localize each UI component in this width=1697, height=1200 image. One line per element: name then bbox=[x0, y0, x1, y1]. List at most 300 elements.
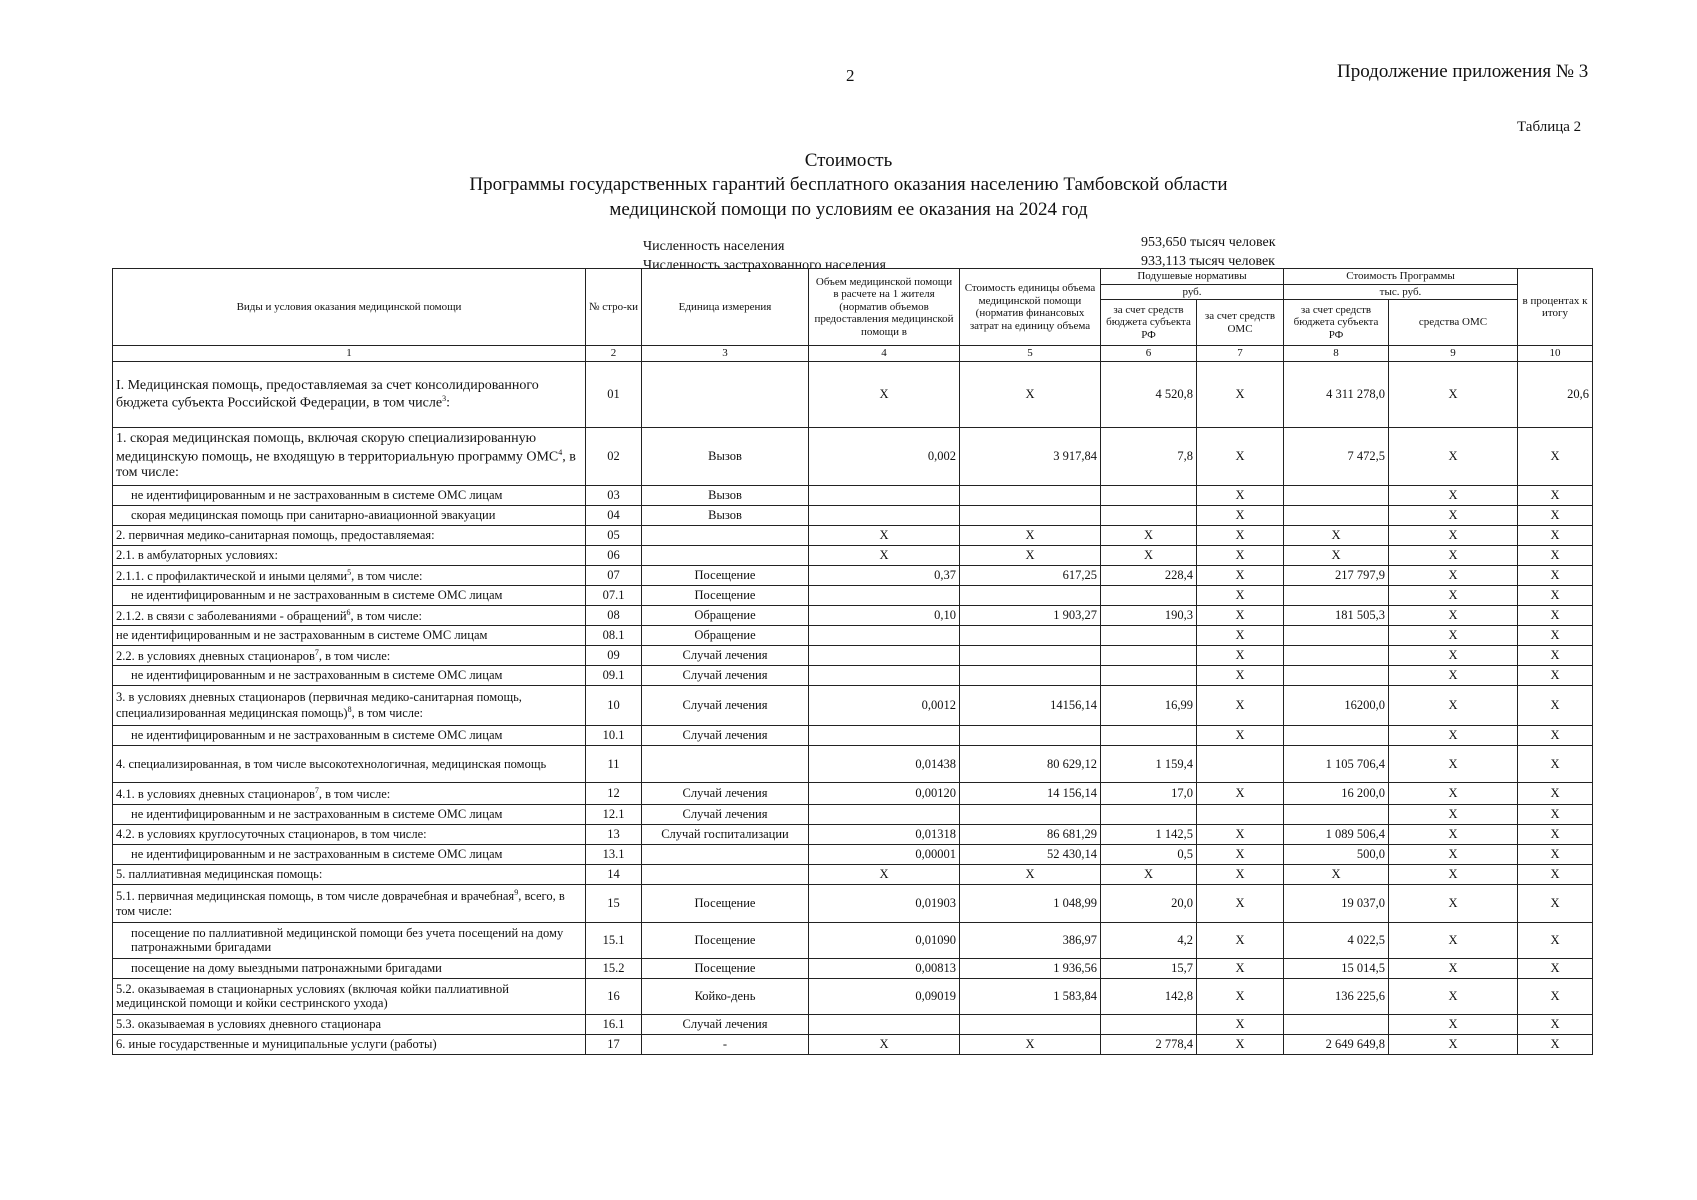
row-cost-budget: 19 037,0 bbox=[1284, 884, 1389, 922]
row-label-tail: , в том числе: bbox=[350, 608, 422, 623]
row-norm-oms: X bbox=[1197, 625, 1284, 645]
row-label-tail: , в том числе: bbox=[318, 648, 391, 663]
footnote-mark: 7 bbox=[314, 785, 319, 795]
row-number: 03 bbox=[586, 485, 642, 505]
row-cost-oms: X bbox=[1389, 645, 1518, 665]
row-norm-oms: X bbox=[1197, 824, 1284, 844]
row-cost-oms: X bbox=[1389, 361, 1518, 427]
row-norm-budget bbox=[1101, 585, 1197, 605]
row-percent: X bbox=[1518, 978, 1593, 1014]
row-label-text: не идентифицированным и не застрахованным в системе ОМС лицам bbox=[131, 668, 503, 683]
row-label-text: посещение по паллиативной медицинской помощи без учета посещений на дому патронажными бригадами bbox=[131, 926, 564, 955]
row-label bbox=[113, 978, 586, 1014]
header-percent: в процентах к итогу bbox=[1518, 269, 1593, 346]
row-norm-oms: X bbox=[1197, 864, 1284, 884]
row-volume: X bbox=[809, 361, 960, 427]
row-cost-oms: X bbox=[1389, 922, 1518, 958]
row-norm-oms: X bbox=[1197, 585, 1284, 605]
row-unit-cost bbox=[960, 665, 1101, 685]
row-label-text: 3. в условиях дневных стационаров (первичная медико-санитарная помощь, специализированная медицинская помощь) bbox=[116, 690, 522, 720]
row-label bbox=[113, 824, 586, 844]
row-label-text: 2. первичная медико-санитарная помощь, предоставляемая: bbox=[116, 528, 435, 543]
table-row bbox=[113, 545, 1593, 565]
row-norm-oms: X bbox=[1197, 605, 1284, 625]
row-cost-budget: 2 649 649,8 bbox=[1284, 1034, 1389, 1054]
row-norm-budget: 15,7 bbox=[1101, 958, 1197, 978]
row-unit-cost: 80 629,12 bbox=[960, 745, 1101, 782]
table-row bbox=[113, 804, 1593, 824]
row-percent: X bbox=[1518, 745, 1593, 782]
table-row bbox=[113, 844, 1593, 864]
row-cost-oms: X bbox=[1389, 685, 1518, 725]
row-percent: X bbox=[1518, 824, 1593, 844]
row-percent: X bbox=[1518, 685, 1593, 725]
row-cost-oms: X bbox=[1389, 824, 1518, 844]
table-row bbox=[113, 864, 1593, 884]
table-row bbox=[113, 824, 1593, 844]
row-number: 02 bbox=[586, 427, 642, 485]
row-number: 16 bbox=[586, 978, 642, 1014]
row-unit: Случай лечения bbox=[642, 1014, 809, 1034]
row-label-text: не идентифицированным и не застрахованным в системе ОМС лицам bbox=[131, 807, 503, 822]
table-row bbox=[113, 525, 1593, 545]
row-label-tail: , в том числе: bbox=[116, 449, 576, 481]
title-line-1: Стоимость bbox=[804, 150, 893, 171]
row-volume: X bbox=[809, 545, 960, 565]
footnote-mark: 6 bbox=[346, 607, 351, 617]
row-unit-cost bbox=[960, 1014, 1101, 1034]
row-cost-budget: 136 225,6 bbox=[1284, 978, 1389, 1014]
footnote-mark: 8 bbox=[347, 704, 352, 714]
column-number: 6 bbox=[1101, 346, 1197, 362]
header-volume: Объем медицинской помощи в расчете на 1 жителя (норматив объемов предоставления медицинской помощи в bbox=[809, 269, 960, 346]
header-row-number: № стро-ки bbox=[586, 269, 642, 346]
row-cost-budget bbox=[1284, 645, 1389, 665]
row-label-text: не идентифицированным и не застрахованным в системе ОМС лицам bbox=[131, 847, 503, 862]
row-unit: Случай лечения bbox=[642, 665, 809, 685]
row-volume: 0,01090 bbox=[809, 922, 960, 958]
row-label-text: 1. скорая медицинская помощь, включая скорую специализированную медицинскую помощь, не входящую в территориальную программу ОМС bbox=[116, 431, 559, 465]
row-cost-oms: X bbox=[1389, 782, 1518, 804]
row-label-tail: , всего, в том числе: bbox=[116, 889, 565, 918]
row-unit: Обращение bbox=[642, 625, 809, 645]
row-norm-oms: X bbox=[1197, 685, 1284, 725]
column-number: 3 bbox=[642, 346, 809, 362]
row-label bbox=[113, 361, 586, 427]
row-number: 16.1 bbox=[586, 1014, 642, 1034]
row-number: 08.1 bbox=[586, 625, 642, 645]
row-unit: Случай лечения bbox=[642, 645, 809, 665]
column-number: 8 bbox=[1284, 346, 1389, 362]
row-norm-oms: X bbox=[1197, 782, 1284, 804]
header-kinds: Виды и условия оказания медицинской помощи bbox=[113, 269, 586, 346]
row-label bbox=[113, 585, 586, 605]
row-label bbox=[113, 625, 586, 645]
row-percent: X bbox=[1518, 485, 1593, 505]
row-label-text: посещение на дому выездными патронажными бригадами bbox=[131, 961, 442, 976]
row-label-text: 5. паллиативная медицинская помощь: bbox=[116, 867, 323, 882]
row-number: 15 bbox=[586, 884, 642, 922]
row-unit: Случай лечения bbox=[642, 804, 809, 824]
row-cost-budget: 500,0 bbox=[1284, 844, 1389, 864]
row-unit: Вызов bbox=[642, 485, 809, 505]
footnote-mark: 9 bbox=[514, 888, 519, 898]
row-cost-budget: 7 472,5 bbox=[1284, 427, 1389, 485]
row-unit bbox=[642, 864, 809, 884]
row-norm-budget: 1 159,4 bbox=[1101, 745, 1197, 782]
row-cost-budget: 181 505,3 bbox=[1284, 605, 1389, 625]
row-unit-cost bbox=[960, 725, 1101, 745]
column-number: 4 bbox=[809, 346, 960, 362]
row-cost-oms: X bbox=[1389, 585, 1518, 605]
row-cost-oms: X bbox=[1389, 625, 1518, 645]
column-number: 1 bbox=[113, 346, 586, 362]
row-unit-cost: X bbox=[960, 1034, 1101, 1054]
row-cost-budget bbox=[1284, 505, 1389, 525]
row-unit-cost bbox=[960, 804, 1101, 824]
row-number: 13 bbox=[586, 824, 642, 844]
row-label-tail: , в том числе: bbox=[318, 786, 391, 801]
row-label-text: 6. иные государственные и муниципальные услуги (работы) bbox=[116, 1037, 437, 1052]
row-norm-oms: X bbox=[1197, 525, 1284, 545]
table-row bbox=[113, 685, 1593, 725]
row-cost-oms: X bbox=[1389, 1034, 1518, 1054]
row-norm-oms: X bbox=[1197, 427, 1284, 485]
row-label-text: 5.3. оказываемая в условиях дневного стационара bbox=[116, 1017, 382, 1032]
page-number: 2 bbox=[846, 66, 855, 85]
row-norm-oms: X bbox=[1197, 485, 1284, 505]
row-cost-budget: 4 022,5 bbox=[1284, 922, 1389, 958]
table-row bbox=[113, 1034, 1593, 1054]
table-row bbox=[113, 958, 1593, 978]
row-label bbox=[113, 427, 586, 485]
column-number: 7 bbox=[1197, 346, 1284, 362]
row-volume: 0,01318 bbox=[809, 824, 960, 844]
table-row bbox=[113, 725, 1593, 745]
row-cost-budget bbox=[1284, 625, 1389, 645]
row-unit: Вызов bbox=[642, 427, 809, 485]
row-volume: 0,09019 bbox=[809, 978, 960, 1014]
row-label-text: 2.1.2. в связи с заболеваниями - обращений bbox=[116, 608, 347, 623]
row-unit bbox=[642, 525, 809, 545]
row-norm-budget: 0,5 bbox=[1101, 844, 1197, 864]
row-norm-oms: X bbox=[1197, 505, 1284, 525]
row-volume bbox=[809, 665, 960, 685]
row-unit: Посещение bbox=[642, 585, 809, 605]
row-label-text: не идентифицированным и не застрахованным в системе ОМС лицам bbox=[131, 488, 503, 503]
row-unit-cost: 386,97 bbox=[960, 922, 1101, 958]
row-label bbox=[113, 605, 586, 625]
row-cost-budget: 1 089 506,4 bbox=[1284, 824, 1389, 844]
row-label-text: 4. специализированная, в том числе высокотехнологичная, медицинская помощь bbox=[116, 756, 547, 771]
table-row bbox=[113, 361, 1593, 427]
footnote-mark: 3 bbox=[442, 393, 447, 403]
row-cost-oms: X bbox=[1389, 725, 1518, 745]
row-norm-budget bbox=[1101, 625, 1197, 645]
row-cost-budget bbox=[1284, 485, 1389, 505]
row-cost-oms: X bbox=[1389, 958, 1518, 978]
row-label bbox=[113, 565, 586, 585]
row-norm-budget: 228,4 bbox=[1101, 565, 1197, 585]
row-label bbox=[113, 922, 586, 958]
row-percent: X bbox=[1518, 525, 1593, 545]
row-unit-cost bbox=[960, 505, 1101, 525]
row-volume: 0,01903 bbox=[809, 884, 960, 922]
row-unit-cost: X bbox=[960, 545, 1101, 565]
row-norm-budget: 4 520,8 bbox=[1101, 361, 1197, 427]
row-cost-budget: 4 311 278,0 bbox=[1284, 361, 1389, 427]
row-number: 15.2 bbox=[586, 958, 642, 978]
row-unit-cost: 1 048,99 bbox=[960, 884, 1101, 922]
row-cost-oms: X bbox=[1389, 605, 1518, 625]
row-label bbox=[113, 804, 586, 824]
row-unit-cost: 1 936,56 bbox=[960, 958, 1101, 978]
row-cost-budget: 15 014,5 bbox=[1284, 958, 1389, 978]
title-line-3: медицинской помощи по условиям ее оказания на 2024 год bbox=[609, 199, 1088, 220]
appendix-continuation: Продолжение приложения № 3 bbox=[1337, 61, 1589, 82]
row-cost-oms: X bbox=[1389, 745, 1518, 782]
row-unit-cost bbox=[960, 485, 1101, 505]
table-label: Таблица 2 bbox=[1517, 119, 1582, 135]
row-cost-oms: X bbox=[1389, 485, 1518, 505]
row-cost-budget bbox=[1284, 665, 1389, 685]
row-percent: X bbox=[1518, 505, 1593, 525]
row-norm-budget: X bbox=[1101, 525, 1197, 545]
row-label-text: 5.1. первичная медицинская помощь, в том числе доврачебная и врачебная bbox=[116, 889, 515, 904]
row-cost-budget bbox=[1284, 804, 1389, 824]
row-unit-cost: 52 430,14 bbox=[960, 844, 1101, 864]
table-row bbox=[113, 645, 1593, 665]
row-volume bbox=[809, 725, 960, 745]
table-row bbox=[113, 485, 1593, 505]
row-number: 09 bbox=[586, 645, 642, 665]
row-unit: Случай лечения bbox=[642, 685, 809, 725]
row-unit-cost: 86 681,29 bbox=[960, 824, 1101, 844]
row-number: 01 bbox=[586, 361, 642, 427]
row-label-text: скорая медицинская помощь при санитарно-авиационной эвакуации bbox=[131, 508, 496, 523]
row-cost-oms: X bbox=[1389, 844, 1518, 864]
row-cost-budget: X bbox=[1284, 525, 1389, 545]
row-percent: X bbox=[1518, 864, 1593, 884]
row-cost-oms: X bbox=[1389, 505, 1518, 525]
row-volume: 0,37 bbox=[809, 565, 960, 585]
row-cost-oms: X bbox=[1389, 525, 1518, 545]
row-unit-cost: X bbox=[960, 864, 1101, 884]
row-volume: 0,10 bbox=[809, 605, 960, 625]
row-label-text: 4.1. в условиях дневных стационаров bbox=[116, 786, 315, 801]
cost-table bbox=[112, 268, 1593, 1055]
header-unit-cost: Стоимость единицы объема медицинской помощи (норматив финансовых затрат на единицу объема bbox=[960, 269, 1101, 346]
row-label bbox=[113, 645, 586, 665]
row-volume: X bbox=[809, 864, 960, 884]
footnote-mark: 5 bbox=[347, 567, 352, 577]
row-norm-oms: X bbox=[1197, 565, 1284, 585]
row-percent: X bbox=[1518, 725, 1593, 745]
row-unit: Обращение bbox=[642, 605, 809, 625]
row-number: 12.1 bbox=[586, 804, 642, 824]
row-unit: Посещение bbox=[642, 922, 809, 958]
row-number: 14 bbox=[586, 864, 642, 884]
table-row bbox=[113, 1014, 1593, 1034]
row-number: 11 bbox=[586, 745, 642, 782]
row-unit-cost: 14 156,14 bbox=[960, 782, 1101, 804]
row-norm-budget bbox=[1101, 665, 1197, 685]
header-norm-budget: за счет средств бюджета субъекта РФ bbox=[1101, 300, 1197, 346]
row-percent: X bbox=[1518, 545, 1593, 565]
row-cost-oms: X bbox=[1389, 665, 1518, 685]
row-label bbox=[113, 864, 586, 884]
row-unit bbox=[642, 361, 809, 427]
header-per-capita-unit: руб. bbox=[1101, 284, 1284, 300]
row-unit-cost: 3 917,84 bbox=[960, 427, 1101, 485]
row-unit-cost bbox=[960, 625, 1101, 645]
row-cost-oms: X bbox=[1389, 565, 1518, 585]
row-percent: X bbox=[1518, 605, 1593, 625]
row-norm-oms: X bbox=[1197, 1034, 1284, 1054]
row-label-text: не идентифицированным и не застрахованным в системе ОМС лицам bbox=[131, 728, 503, 743]
insured-population-value: 933,113 тысяч человек bbox=[1141, 254, 1275, 269]
row-volume bbox=[809, 625, 960, 645]
row-volume bbox=[809, 585, 960, 605]
row-unit: Посещение bbox=[642, 565, 809, 585]
row-unit: Случай госпитализации bbox=[642, 824, 809, 844]
header-norm-oms: за счет средств ОМС bbox=[1197, 300, 1284, 346]
row-label-tail: , в том числе: bbox=[351, 706, 423, 720]
row-percent: X bbox=[1518, 1014, 1593, 1034]
row-label-text: 2.1.1. с профилактической и иными целями bbox=[116, 568, 348, 583]
row-cost-budget: X bbox=[1284, 545, 1389, 565]
row-norm-oms bbox=[1197, 745, 1284, 782]
row-label bbox=[113, 884, 586, 922]
row-unit bbox=[642, 545, 809, 565]
row-number: 13.1 bbox=[586, 844, 642, 864]
row-norm-oms: X bbox=[1197, 665, 1284, 685]
row-unit-cost: 617,25 bbox=[960, 565, 1101, 585]
column-number: 5 bbox=[960, 346, 1101, 362]
table-row bbox=[113, 922, 1593, 958]
row-cost-budget bbox=[1284, 585, 1389, 605]
row-label bbox=[113, 745, 586, 782]
row-label bbox=[113, 545, 586, 565]
row-label bbox=[113, 1034, 586, 1054]
row-cost-budget: 16200,0 bbox=[1284, 685, 1389, 725]
row-unit: Случай лечения bbox=[642, 725, 809, 745]
row-percent: X bbox=[1518, 665, 1593, 685]
row-norm-budget bbox=[1101, 1014, 1197, 1034]
row-number: 06 bbox=[586, 545, 642, 565]
row-cost-oms: X bbox=[1389, 427, 1518, 485]
row-norm-budget: 1 142,5 bbox=[1101, 824, 1197, 844]
row-cost-budget: 16 200,0 bbox=[1284, 782, 1389, 804]
row-label bbox=[113, 725, 586, 745]
row-label-text: 5.2. оказываемая в стационарных условиях (включая койки паллиативной медицинской помощи и койки сестринского ухода) bbox=[116, 982, 509, 1011]
row-unit bbox=[642, 745, 809, 782]
row-norm-oms: X bbox=[1197, 978, 1284, 1014]
header-cost-oms: средства ОМС bbox=[1389, 300, 1518, 346]
row-volume bbox=[809, 645, 960, 665]
row-cost-budget bbox=[1284, 1014, 1389, 1034]
row-unit: Вызов bbox=[642, 505, 809, 525]
row-cost-oms: X bbox=[1389, 884, 1518, 922]
table-row bbox=[113, 427, 1593, 485]
row-percent: X bbox=[1518, 565, 1593, 585]
row-norm-budget bbox=[1101, 804, 1197, 824]
row-label-text: I. Медицинская помощь, предоставляемая за счет консолидированного бюджета субъекта Российской Федерации, в том числе bbox=[116, 377, 539, 411]
row-unit: - bbox=[642, 1034, 809, 1054]
row-volume bbox=[809, 485, 960, 505]
row-cost-oms: X bbox=[1389, 864, 1518, 884]
row-unit: Койко-день bbox=[642, 978, 809, 1014]
table-row bbox=[113, 978, 1593, 1014]
row-label bbox=[113, 505, 586, 525]
row-unit-cost bbox=[960, 645, 1101, 665]
row-percent: X bbox=[1518, 782, 1593, 804]
row-volume: X bbox=[809, 525, 960, 545]
row-norm-budget: X bbox=[1101, 545, 1197, 565]
column-number: 10 bbox=[1518, 346, 1593, 362]
row-norm-oms: X bbox=[1197, 545, 1284, 565]
row-cost-oms: X bbox=[1389, 545, 1518, 565]
row-unit-cost: 1 903,27 bbox=[960, 605, 1101, 625]
row-norm-budget: 20,0 bbox=[1101, 884, 1197, 922]
row-cost-oms: X bbox=[1389, 978, 1518, 1014]
header-cost-budget: за счет средств бюджета субъекта РФ bbox=[1284, 300, 1389, 346]
table-body bbox=[113, 361, 1593, 1054]
row-number: 12 bbox=[586, 782, 642, 804]
row-label bbox=[113, 958, 586, 978]
row-norm-budget bbox=[1101, 725, 1197, 745]
row-unit: Случай лечения bbox=[642, 782, 809, 804]
footnote-mark: 7 bbox=[314, 647, 319, 657]
row-norm-budget bbox=[1101, 485, 1197, 505]
row-percent: X bbox=[1518, 884, 1593, 922]
header-per-capita-group: Подушевые нормативы bbox=[1101, 269, 1284, 285]
row-label-text: не идентифицированным и не застрахованным в системе ОМС лицам bbox=[131, 588, 503, 603]
table-row bbox=[113, 625, 1593, 645]
row-label bbox=[113, 844, 586, 864]
insured-population-label: Численность застрахованного населения bbox=[643, 258, 886, 273]
row-volume bbox=[809, 505, 960, 525]
title-line-2: Программы государственных гарантий бесплатного оказания населению Тамбовской области bbox=[469, 174, 1228, 195]
row-percent: X bbox=[1518, 922, 1593, 958]
row-norm-budget: X bbox=[1101, 864, 1197, 884]
row-volume: 0,00813 bbox=[809, 958, 960, 978]
row-volume: 0,002 bbox=[809, 427, 960, 485]
row-norm-oms: X bbox=[1197, 1014, 1284, 1034]
row-unit-cost: X bbox=[960, 525, 1101, 545]
footnote-mark: 4 bbox=[558, 447, 563, 457]
table-row bbox=[113, 585, 1593, 605]
row-cost-budget: X bbox=[1284, 864, 1389, 884]
row-cost-budget: 217 797,9 bbox=[1284, 565, 1389, 585]
row-label bbox=[113, 485, 586, 505]
row-norm-budget: 142,8 bbox=[1101, 978, 1197, 1014]
row-percent: X bbox=[1518, 585, 1593, 605]
row-volume: 0,0012 bbox=[809, 685, 960, 725]
row-norm-oms bbox=[1197, 804, 1284, 824]
row-norm-oms: X bbox=[1197, 844, 1284, 864]
table-row bbox=[113, 605, 1593, 625]
row-unit-cost: 14156,14 bbox=[960, 685, 1101, 725]
row-label-tail: , в том числе: bbox=[351, 568, 423, 583]
row-label-text: 2.2. в условиях дневных стационаров bbox=[116, 648, 315, 663]
row-cost-oms: X bbox=[1389, 804, 1518, 824]
population-label: Численность населения bbox=[643, 239, 785, 254]
row-label bbox=[113, 525, 586, 545]
row-norm-oms: X bbox=[1197, 958, 1284, 978]
row-norm-oms: X bbox=[1197, 645, 1284, 665]
row-label bbox=[113, 685, 586, 725]
